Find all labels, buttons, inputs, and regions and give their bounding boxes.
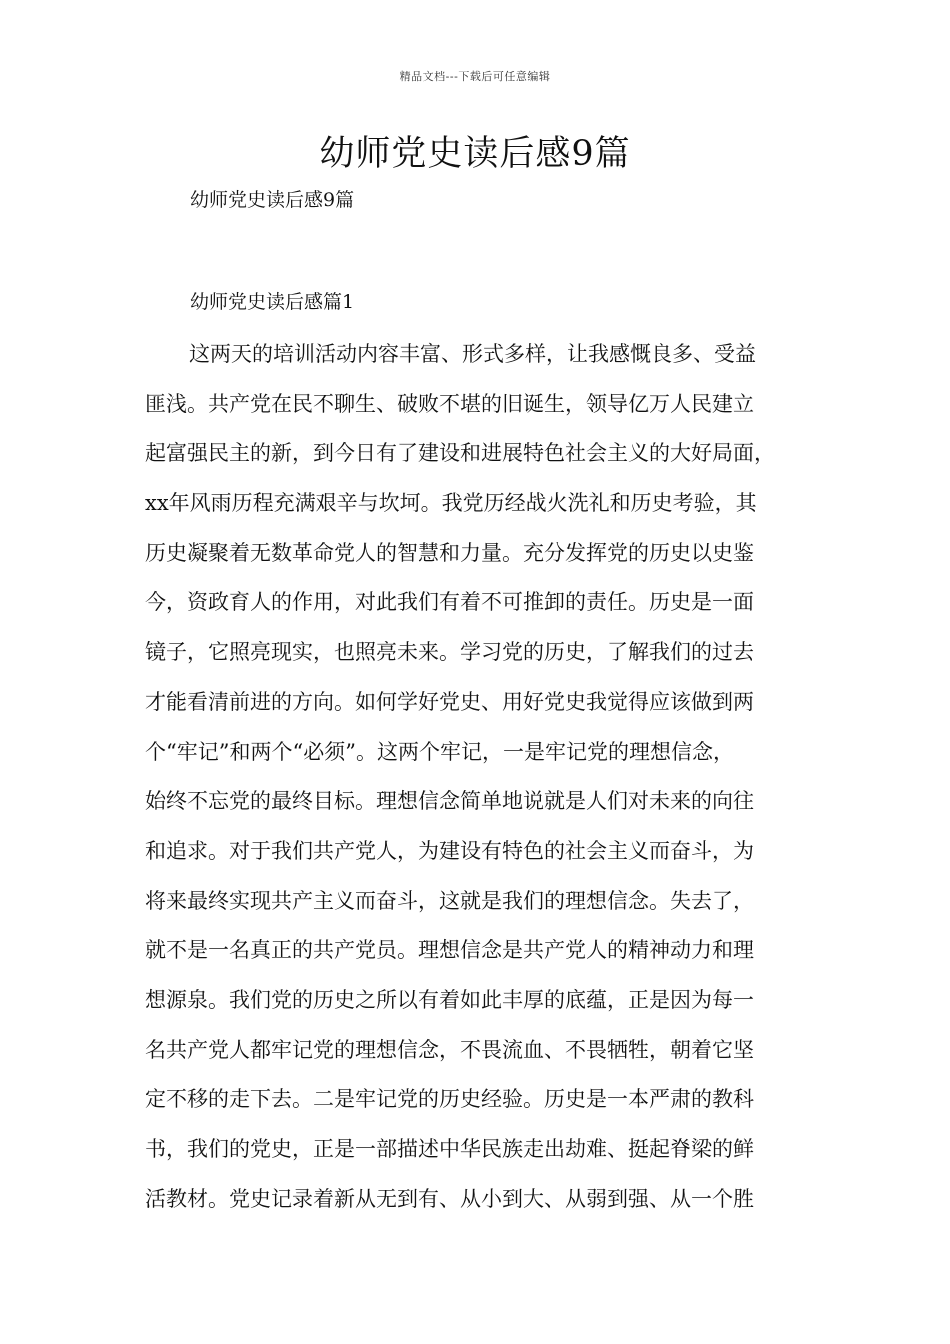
body-line: 始终不忘党的最终目标。理想信念简单地说就是人们对未来的向往 bbox=[145, 789, 754, 814]
body-line: 书，我们的党史，正是一部描述中华民族走出劫难、挺起脊梁的鲜 bbox=[145, 1137, 754, 1161]
body-line: 名共产党人都牢记党的理想信念，不畏流血、不畏牺牲，朝着它坚 bbox=[145, 1037, 754, 1062]
body-line: 这两天的培训活动内容丰富、形式多样，让我感慨良多、受益 bbox=[189, 342, 756, 366]
document-subtitle: 幼师党史读后感9篇 bbox=[190, 189, 355, 211]
section-heading: 幼师党史读后感篇1 bbox=[190, 291, 355, 313]
header-note: 精品文档---下载后可任意编辑 bbox=[399, 70, 551, 83]
body-line: 个“牢记”和两个“必须”。这两个牢记，一是牢记党的理想信念， bbox=[145, 739, 734, 764]
body-line: 今，资政育人的作用，对此我们有着不可推卸的责任。历史是一面 bbox=[145, 590, 754, 615]
body-line: 将来最终实现共产主义而奋斗，这就是我们的理想信念。失去了， bbox=[145, 888, 754, 913]
body-line: 匪浅。共产党在民不聊生、破败不堪的旧诞生，领导亿万人民建立 bbox=[145, 391, 754, 416]
body-line: 定不移的走下去。二是牢记党的历史经验。历史是一本严肃的教科 bbox=[145, 1087, 754, 1112]
body-line: 就不是一名真正的共产党员。理想信念是共产党人的精神动力和理 bbox=[145, 938, 754, 963]
body-line: 想源泉。我们党的历史之所以有着如此丰厚的底蕴，正是因为每一 bbox=[145, 987, 754, 1012]
body-line: 镜子，它照亮现实，也照亮未来。学习党的历史，了解我们的过去 bbox=[145, 640, 754, 665]
body-line: xx年风雨历程充满艰辛与坎坷。我党历经战火洗礼和历史考验，其 bbox=[145, 491, 757, 516]
body-paragraph bbox=[145, 330, 821, 1224]
body-line: 和追求。对于我们共产党人，为建设有特色的社会主义而奋斗，为 bbox=[145, 838, 754, 863]
body-line: 才能看清前进的方向。如何学好党史、用好党史我觉得应该做到两 bbox=[145, 689, 754, 714]
body-line: 历史凝聚着无数革命党人的智慧和力量。充分发挥党的历史以史鉴 bbox=[145, 540, 754, 565]
document-title: 幼师党史读后感9篇 bbox=[319, 134, 631, 174]
body-line: 起富强民主的新，到今日有了建设和进展特色社会主义的大好局面， bbox=[145, 441, 775, 466]
body-line: 活教材。党史记录着新从无到有、从小到大、从弱到强、从一个胜 bbox=[145, 1186, 754, 1211]
